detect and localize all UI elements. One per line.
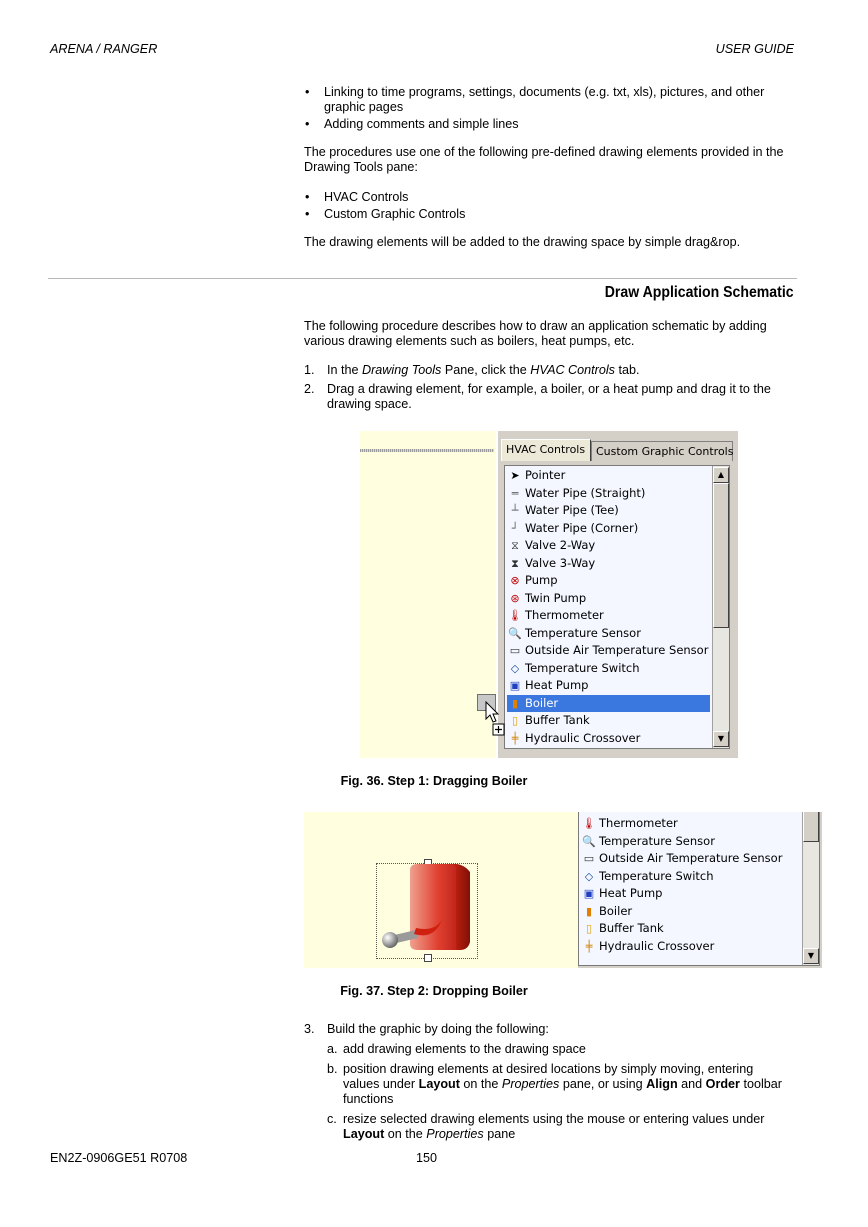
list-item[interactable] bbox=[507, 730, 710, 747]
footer-document-id: EN2Z-0906GE51 R0708 bbox=[50, 1151, 188, 1165]
list-item-label: Buffer Tank bbox=[525, 713, 590, 727]
outside-air-sensor-icon: ▭ bbox=[583, 852, 595, 865]
page-number: 150 bbox=[416, 1151, 438, 1165]
list-item-label: Boiler bbox=[599, 903, 633, 918]
list-item: • HVAC Controls bbox=[305, 190, 785, 205]
list-item-label: Water Pipe (Tee) bbox=[525, 503, 619, 517]
list-item-label: Pointer bbox=[525, 468, 566, 482]
list-item[interactable] bbox=[507, 695, 710, 712]
pointer-icon: ➤ bbox=[510, 469, 520, 482]
list-item-label: Hydraulic Crossover bbox=[525, 730, 641, 745]
list-item[interactable] bbox=[507, 520, 710, 537]
drawing-tools-pane bbox=[578, 812, 822, 968]
hvac-controls-list bbox=[578, 812, 820, 966]
list-item-label: Valve 2-Way bbox=[525, 538, 596, 552]
step-2: 2. Drag a drawing element, for example, a boiler, or a heat pump and drag it to the drawing space. bbox=[304, 382, 771, 411]
pipe-corner-icon: ┘ bbox=[511, 521, 519, 535]
list-item[interactable] bbox=[507, 555, 710, 572]
substeps-list bbox=[327, 1042, 789, 1147]
temperature-sensor-icon: 🔍 bbox=[508, 626, 522, 640]
boiler-graphic-icon bbox=[376, 862, 480, 962]
substep-a: a. add drawing elements to the drawing space bbox=[327, 1042, 586, 1056]
buffer-tank-icon: ▯ bbox=[511, 714, 519, 727]
list-item[interactable] bbox=[507, 572, 710, 589]
list-item[interactable] bbox=[581, 920, 789, 937]
temperature-switch-icon: ◇ bbox=[584, 869, 594, 883]
list-item-label: Boiler bbox=[525, 695, 559, 710]
list-item-label: Buffer Tank bbox=[599, 921, 664, 935]
list-item[interactable] bbox=[581, 868, 789, 885]
list-item-label: Heat Pump bbox=[599, 886, 663, 900]
pump-icon: ⊗ bbox=[510, 574, 520, 587]
section-divider bbox=[48, 278, 797, 279]
list-item: • Adding comments and simple lines bbox=[305, 117, 785, 132]
list-item-label: Pump bbox=[525, 573, 558, 587]
drawing-tools-pane bbox=[496, 431, 738, 758]
boiler-icon: ▮ bbox=[511, 696, 519, 710]
fig36-screenshot bbox=[360, 431, 738, 758]
thermometer-icon: 🌡 bbox=[508, 609, 522, 622]
list-item[interactable] bbox=[507, 712, 710, 729]
section-paragraph: The following procedure describes how to draw an application schematic by adding various drawing elements such as boilers, heat pumps, etc. bbox=[304, 319, 767, 348]
list-item-label: Water Pipe (Straight) bbox=[525, 485, 646, 500]
step-1: 1. In the Drawing Tools Pane, click the HVAC Controls tab. bbox=[304, 363, 640, 377]
list-item-label: Temperature Sensor bbox=[599, 833, 715, 848]
scrollbar-thumb[interactable] bbox=[803, 812, 819, 842]
list-item-label: Water Pipe (Corner) bbox=[525, 520, 639, 535]
list-item-label: Thermometer bbox=[599, 816, 678, 830]
ruler-strip bbox=[360, 449, 494, 452]
list-item-label: Temperature Sensor bbox=[525, 625, 641, 640]
element-bullet-list bbox=[305, 190, 785, 224]
list-item-label: Temperature Switch bbox=[525, 660, 640, 675]
intro-bullet-list bbox=[305, 85, 785, 134]
list-item-label: Outside Air Temperature Sensor bbox=[525, 643, 709, 657]
list-item[interactable] bbox=[507, 502, 710, 519]
twin-pump-icon: ⊛ bbox=[510, 591, 520, 605]
dragdrop-paragraph: The drawing elements will be added to the drawing space by simple drag&rop. bbox=[304, 235, 741, 249]
list-item[interactable] bbox=[507, 607, 710, 624]
list-item[interactable] bbox=[507, 642, 710, 659]
list-item[interactable] bbox=[507, 537, 710, 554]
list-item[interactable] bbox=[581, 885, 789, 902]
temperature-switch-icon: ◇ bbox=[510, 661, 520, 675]
list-item-label: Temperature Switch bbox=[599, 868, 714, 883]
running-header-left: ARENA / RANGER bbox=[50, 42, 158, 56]
heat-pump-icon: ▣ bbox=[583, 887, 595, 900]
list-item[interactable] bbox=[507, 625, 710, 642]
steps-list-1 bbox=[304, 363, 794, 416]
vertical-scrollbar[interactable] bbox=[712, 466, 730, 748]
pipe-straight-icon: ═ bbox=[511, 486, 519, 500]
list-item-label: Valve 3-Way bbox=[525, 555, 596, 570]
list-item[interactable] bbox=[507, 677, 710, 694]
fig37-screenshot bbox=[304, 812, 822, 968]
list-item: • Custom Graphic Controls bbox=[305, 207, 785, 222]
figure-37-caption: Fig. 37. Step 2: Dropping Boiler bbox=[340, 984, 528, 998]
temperature-sensor-icon: 🔍 bbox=[582, 834, 596, 848]
steps-list-2 bbox=[304, 1022, 794, 1041]
tab-hvac-controls[interactable]: HVAC Controls bbox=[501, 439, 591, 461]
list-item[interactable] bbox=[507, 467, 710, 484]
substep-c: c. resize selected drawing elements using the mouse or entering values under Layout on the Properties pane bbox=[327, 1112, 765, 1141]
list-item[interactable] bbox=[507, 590, 710, 607]
list-item-label: Outside Air Temperature Sensor bbox=[599, 851, 783, 865]
scroll-up-icon[interactable]: ▲ bbox=[713, 467, 729, 483]
vertical-scrollbar[interactable] bbox=[802, 812, 820, 965]
heat-pump-icon: ▣ bbox=[509, 679, 521, 692]
buffer-tank-icon: ▯ bbox=[585, 922, 593, 935]
step-3: 3. Build the graphic by doing the following: bbox=[304, 1022, 549, 1036]
list-item[interactable] bbox=[581, 938, 789, 955]
running-header-right: USER GUIDE bbox=[715, 42, 794, 56]
list-item: • Linking to time programs, settings, documents (e.g. txt, xls), pictures, and other graphic pages bbox=[305, 85, 785, 115]
list-item[interactable] bbox=[581, 850, 789, 867]
intro-paragraph: The procedures use one of the following pre-defined drawing elements provided in the Drawing Tools pane: bbox=[304, 145, 784, 174]
hydraulic-crossover-icon: ╪ bbox=[511, 731, 519, 745]
list-item-label: Hydraulic Crossover bbox=[599, 938, 715, 953]
list-item[interactable] bbox=[581, 903, 789, 920]
list-item[interactable] bbox=[581, 833, 789, 850]
figure-36-caption: Fig. 36. Step 1: Dragging Boiler bbox=[340, 774, 528, 788]
scroll-down-icon[interactable]: ▼ bbox=[803, 948, 819, 964]
hydraulic-crossover-icon: ╪ bbox=[585, 939, 593, 953]
substep-b: b. position drawing elements at desired locations by simply moving, entering values under Layout on the Properties pane, or using Align and Order toolbar functions bbox=[327, 1062, 782, 1106]
valve-3way-icon: ⧗ bbox=[511, 556, 519, 570]
outside-air-sensor-icon: ▭ bbox=[509, 644, 521, 657]
valve-2way-icon: ⧖ bbox=[511, 539, 519, 552]
list-item[interactable] bbox=[507, 660, 710, 677]
thermometer-icon: 🌡 bbox=[582, 817, 596, 830]
scroll-down-icon[interactable]: ▼ bbox=[713, 731, 729, 747]
list-item-label: Thermometer bbox=[525, 608, 604, 622]
hvac-controls-list bbox=[504, 465, 730, 749]
list-item-label: Heat Pump bbox=[525, 678, 589, 692]
scrollbar-thumb[interactable] bbox=[713, 483, 729, 628]
tab-custom-graphic-controls[interactable]: Custom Graphic Controls bbox=[591, 441, 733, 461]
boiler-icon: ▮ bbox=[585, 904, 593, 918]
list-item-label: Twin Pump bbox=[525, 590, 587, 605]
section-title: Draw Application Schematic bbox=[605, 284, 794, 301]
list-item[interactable] bbox=[581, 815, 789, 832]
cursor-arrow-icon bbox=[484, 701, 506, 737]
pipe-tee-icon: ┴ bbox=[511, 504, 519, 517]
list-item[interactable] bbox=[507, 485, 710, 502]
